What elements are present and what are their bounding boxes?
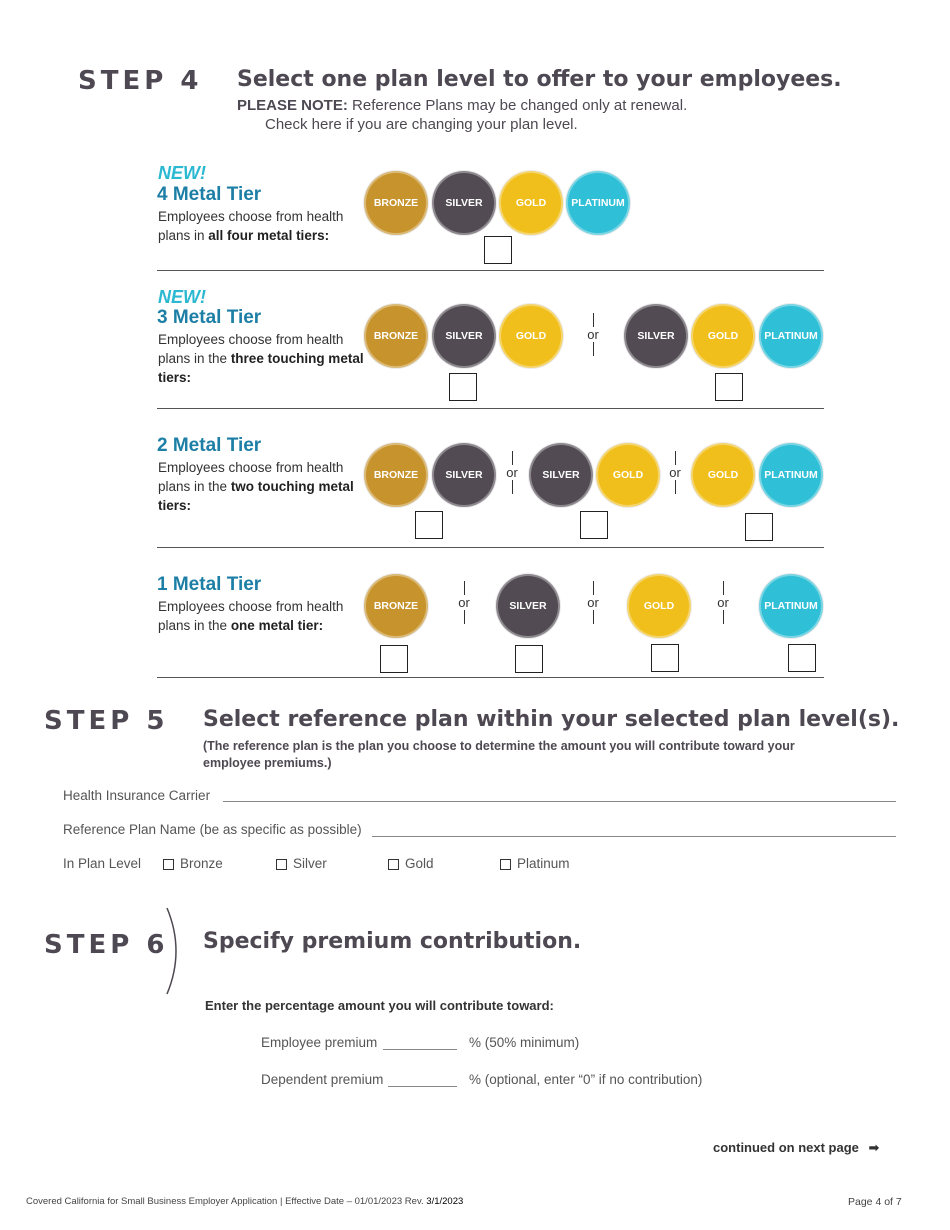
dependent-premium-input[interactable] [388, 1086, 457, 1087]
or-separator [454, 581, 474, 624]
tier3-desc-text: Employees choose from health plans in the [158, 332, 344, 366]
arrow-right-icon: ➡ [868, 1140, 880, 1155]
or-text: or [717, 595, 729, 610]
tier1-desc [158, 597, 368, 635]
silver-badge: SILVER [496, 574, 560, 638]
gold-badge: GOLD [691, 443, 755, 507]
tier1-desc-bold: one metal tier: [230, 618, 324, 633]
or-separator [713, 581, 733, 624]
employee-premium-label: Employee premium [261, 1035, 378, 1050]
step-6-label: STEP 6 [44, 930, 169, 960]
silver-badge: SILVER [432, 443, 496, 507]
carrier-input[interactable] [223, 801, 896, 802]
divider [157, 677, 824, 678]
footer-left [26, 1196, 463, 1207]
employee-premium-input[interactable] [383, 1049, 457, 1050]
tier3-desc-bold: three touching metal tiers: [158, 351, 364, 385]
plan-level-platinum-option[interactable] [500, 856, 570, 871]
tier1-gold-checkbox[interactable] [651, 644, 679, 672]
tier4-new-badge: NEW! [158, 163, 206, 183]
tier3-new-badge: NEW! [158, 287, 206, 307]
tier2-silver-gold-checkbox[interactable] [580, 511, 608, 539]
step-5-label: STEP 5 [44, 706, 169, 736]
or-separator [583, 581, 603, 624]
divider [157, 408, 824, 409]
or-text: or [506, 465, 518, 480]
gold-badge: GOLD [499, 171, 563, 235]
bronze-badge: BRONZE [364, 574, 428, 638]
plan-level-silver-option[interactable] [276, 856, 327, 871]
platinum-badge: PLATINUM [759, 574, 823, 638]
step-5-heading: Select reference plan within your selected plan level(s). [203, 707, 900, 732]
tier1-silver-checkbox[interactable] [515, 645, 543, 673]
gold-badge: GOLD [627, 574, 691, 638]
step-4-label: STEP 4 [78, 66, 203, 96]
tier3-silver-gold-platinum-checkbox[interactable] [715, 373, 743, 401]
plan-name-input[interactable] [372, 836, 896, 837]
gold-badge: GOLD [596, 443, 660, 507]
tier4-checkbox[interactable] [484, 236, 512, 264]
continued-text: continued on next page [713, 1140, 859, 1155]
continued-note [713, 1140, 879, 1156]
tier4-title: 4 Metal Tier [157, 184, 262, 205]
platinum-badge: PLATINUM [759, 304, 823, 368]
silver-badge: SILVER [529, 443, 593, 507]
tier1-bronze-checkbox[interactable] [380, 645, 408, 673]
carrier-label: Health Insurance Carrier [63, 788, 211, 803]
tier1-platinum-checkbox[interactable] [788, 644, 816, 672]
option-label: Platinum [517, 856, 570, 871]
tier3-bronze-silver-gold-checkbox[interactable] [449, 373, 477, 401]
platinum-badge: PLATINUM [759, 443, 823, 507]
checkbox[interactable] [388, 859, 399, 870]
tier3-desc [158, 330, 368, 387]
plan-level-gold-option[interactable] [388, 856, 434, 871]
silver-badge: SILVER [432, 171, 496, 235]
change-plan-text: Check here if you are changing your plan level. [265, 116, 578, 133]
or-separator [502, 451, 522, 494]
gold-badge: GOLD [499, 304, 563, 368]
step-5-subheading: (The reference plan is the plan you choose to determine the amount you will contribute toward your employee premiums.) [203, 739, 795, 770]
footer-rev: 3/1/2023 [426, 1196, 464, 1207]
step-6-heading: Specify premium contribution. [203, 929, 582, 954]
step-4-note [237, 97, 687, 114]
option-label: Bronze [180, 856, 223, 871]
option-label: Silver [293, 856, 327, 871]
tier2-desc [158, 458, 368, 515]
or-text: or [458, 595, 470, 610]
tier2-bronze-silver-checkbox[interactable] [415, 511, 443, 539]
or-text: or [587, 327, 599, 342]
tier4-desc-text: Employees choose from health plans in [158, 209, 344, 243]
gold-badge: GOLD [691, 304, 755, 368]
silver-badge: SILVER [432, 304, 496, 368]
tier4-desc-bold: all four metal tiers: [208, 228, 330, 243]
plan-name-label: Reference Plan Name (be as specific as possible) [63, 822, 362, 837]
checkbox[interactable] [163, 859, 174, 870]
tier3-title: 3 Metal Tier [157, 307, 262, 328]
silver-badge: SILVER [624, 304, 688, 368]
tier2-desc-bold: two touching metal tiers: [158, 479, 354, 513]
step-4-heading: Select one plan level to offer to your employees. [237, 67, 842, 92]
bronze-badge: BRONZE [364, 304, 428, 368]
or-separator [583, 313, 603, 356]
note-text: Reference Plans may be changed only at renewal. [352, 97, 688, 114]
tier2-title: 2 Metal Tier [157, 435, 262, 456]
dependent-premium-label: Dependent premium [261, 1072, 384, 1087]
option-label: Gold [405, 856, 434, 871]
page-number: Page 4 of 7 [848, 1196, 902, 1208]
bronze-badge: BRONZE [364, 171, 428, 235]
step-6-instruction: Enter the percentage amount you will contribute toward: [205, 998, 554, 1013]
dependent-premium-suffix: % (optional, enter “0” if no contribution) [469, 1072, 703, 1087]
plan-level-label: In Plan Level [63, 856, 142, 871]
footer-text: Covered California for Small Business Employer Application | Effective Date – 01/01/2023 Rev. [26, 1196, 424, 1207]
bronze-badge: BRONZE [364, 443, 428, 507]
plan-level-bronze-option[interactable] [163, 856, 223, 871]
note-bold: PLEASE NOTE: [237, 97, 348, 114]
or-separator [665, 451, 685, 494]
divider [157, 270, 824, 271]
or-text: or [669, 465, 681, 480]
tier1-desc-text: Employees choose from health plans in the [158, 599, 344, 633]
tier2-gold-platinum-checkbox[interactable] [745, 513, 773, 541]
tier1-title: 1 Metal Tier [157, 574, 262, 595]
or-text: or [587, 595, 599, 610]
bracket-decoration [163, 906, 185, 996]
checkbox[interactable] [276, 859, 287, 870]
platinum-badge: PLATINUM [566, 171, 630, 235]
employee-premium-suffix: % (50% minimum) [469, 1035, 580, 1050]
checkbox[interactable] [500, 859, 511, 870]
tier2-desc-text: Employees choose from health plans in the [158, 460, 344, 494]
tier4-desc [158, 207, 368, 245]
divider [157, 547, 824, 548]
